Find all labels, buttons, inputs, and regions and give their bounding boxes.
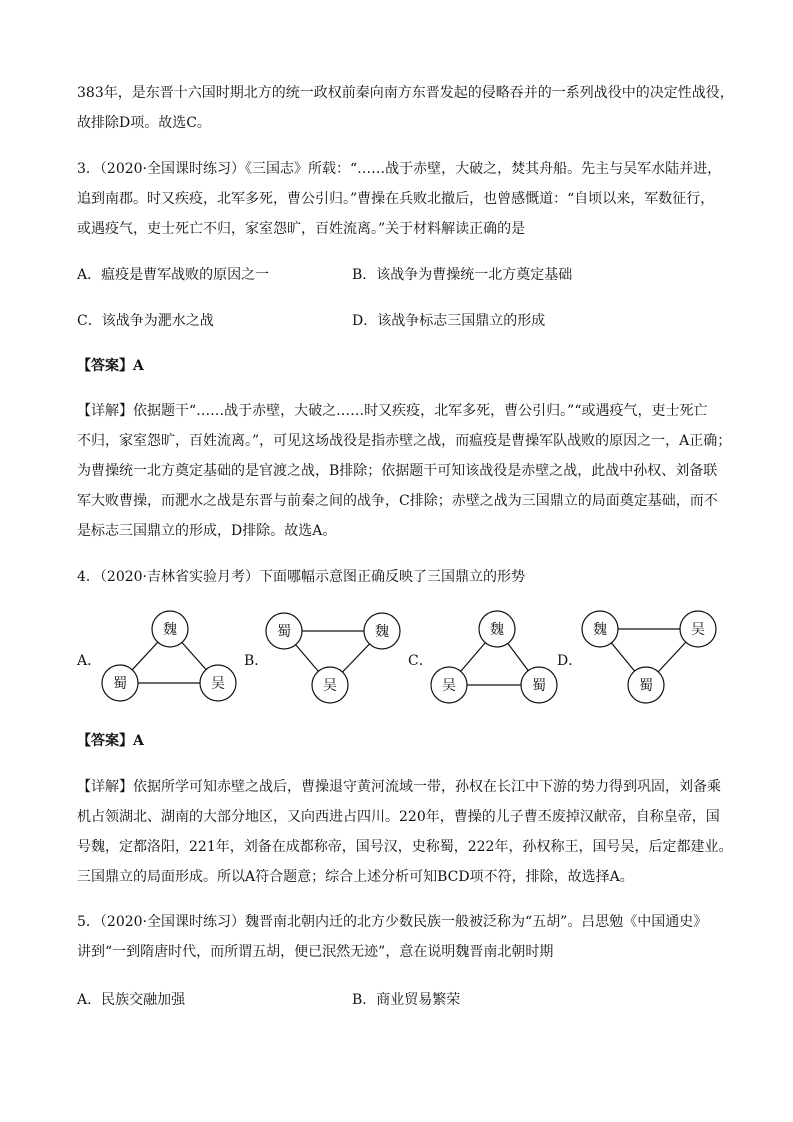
q3-option-c: C．该战争为淝水之战 <box>77 313 214 329</box>
q3-detail-line-1: 【详解】依据题干“……战于赤壁，大破之……时又疾疫，北军多死，曹公引归。”“或遇疫气，吏士死亡 <box>77 403 708 419</box>
q3-option-a: A．瘟疫是曹军战败的原因之一 <box>77 267 270 283</box>
q3-stem-line-2: 追到南郡。时又疾疫，北军多死，曹公引归。”曹操在兵败北撤后，也曾感慨道：“自顷以来，军数征行， <box>77 191 715 207</box>
q5-stem-line-2: 讲到“一到隋唐时代，而所谓五胡，便已泯然无迹”，意在说明魏晋南北朝时期 <box>77 944 554 960</box>
q4-diagram-b <box>262 605 412 710</box>
q4-diagram-a <box>90 605 250 710</box>
q4-detail-line-3: 号魏，定都洛阳，221年，刘备在成都称帝，国号汉，史称蜀，222年，孙权称王，国号吴，后定都建业。 <box>77 839 733 855</box>
prev-answer-line-1: 383年，是东晋十六国时期北方的统一政权前秦向南方东晋发起的侵略吞并的一系列战役中的决定性战役， <box>77 85 734 101</box>
q4-a-node-top: 魏 <box>163 622 177 638</box>
q3-option-b: B．该战争为曹操统一北方奠定基础 <box>352 267 573 283</box>
q3-answer: 【答案】A <box>77 358 144 374</box>
q3-detail-line-4: 军大败曹操，而淝水之战是东晋与前秦之间的战争，C排除；赤壁之战为三国鼎立的局面奠定基础，而不 <box>77 493 718 509</box>
q4-d-node-bottom: 蜀 <box>639 678 653 694</box>
q3-detail-line-5: 是标志三国鼎立的形成，D排除。故选A。 <box>77 523 337 539</box>
q4-answer: 【答案】A <box>77 733 144 749</box>
q4-detail-line-2: 机占领湖北、湖南的大部分地区，又向西进占四川。220年，曹操的儿子曹丕废掉汉献帝，自称皇帝，国 <box>77 809 720 825</box>
q4-diagram-a-label: A． <box>77 653 102 669</box>
q4-diagram-d-label: D． <box>557 653 583 669</box>
q3-stem-line-3: 或遇疫气，吏士死亡不归，家室怨旷，百姓流离。”关于材料解读正确的是 <box>77 221 526 237</box>
q3-detail-line-3: 为曹操统一北方奠定基础的是官渡之战，B排除；依据题干可知该战役是赤壁之战，此战中孙权、刘备联 <box>77 463 718 479</box>
q4-b-node-right: 魏 <box>375 624 389 640</box>
q4-c-node-top: 魏 <box>490 622 504 638</box>
q4-detail-line-4: 三国鼎立的局面形成。所以A符合题意；综合上述分析可知BCD项不符，排除，故选择A。 <box>77 869 634 885</box>
q4-b-node-bottom: 吴 <box>323 678 337 694</box>
q3-stem-line-1: 3．（2020·全国课时练习）《三国志》所载：“……战于赤壁，大破之，焚其舟船。先主与吴军水陆并进， <box>77 161 722 177</box>
q4-b-node-left: 蜀 <box>277 624 291 640</box>
q4-d-node-right: 吴 <box>691 622 705 638</box>
q4-diagram-b-label: B． <box>244 653 269 669</box>
q4-diagram-c <box>425 605 575 710</box>
q4-a-node-right: 吴 <box>211 676 225 692</box>
q4-c-node-left: 吴 <box>442 678 456 694</box>
q3-detail-line-2: 不归，家室怨旷，百姓流离。”，可见这场战役是指赤壁之战，而瘟疫是曹操军队战败的原因之一，A正确； <box>77 433 732 449</box>
q4-stem: 4．（2020·吉林省实验月考）下面哪幅示意图正确反映了三国鼎立的形势 <box>77 569 525 585</box>
q4-detail-line-1: 【详解】依据所学可知赤壁之战后，曹操退守黄河流域一带，孙权在长江中下游的势力得到巩固，刘备乘 <box>77 779 721 795</box>
prev-answer-line-2: 故排除D项。故选C。 <box>77 115 211 131</box>
q4-diagram-c-label: C． <box>408 653 433 669</box>
q5-option-a: A．民族交融加强 <box>77 992 186 1008</box>
q3-option-d: D．该战争标志三国鼎立的形成 <box>352 313 546 329</box>
q4-diagram-d <box>578 605 728 710</box>
q4-d-node-left: 魏 <box>593 622 607 638</box>
q4-a-node-left: 蜀 <box>113 676 127 692</box>
q5-option-b: B．商业贸易繁荣 <box>352 992 461 1008</box>
q5-stem-line-1: 5．（2020·全国课时练习）魏晋南北朝内迁的北方少数民族一般被泛称为“五胡”。吕思勉《中国通史》 <box>77 914 708 930</box>
q4-c-node-right: 蜀 <box>532 678 546 694</box>
